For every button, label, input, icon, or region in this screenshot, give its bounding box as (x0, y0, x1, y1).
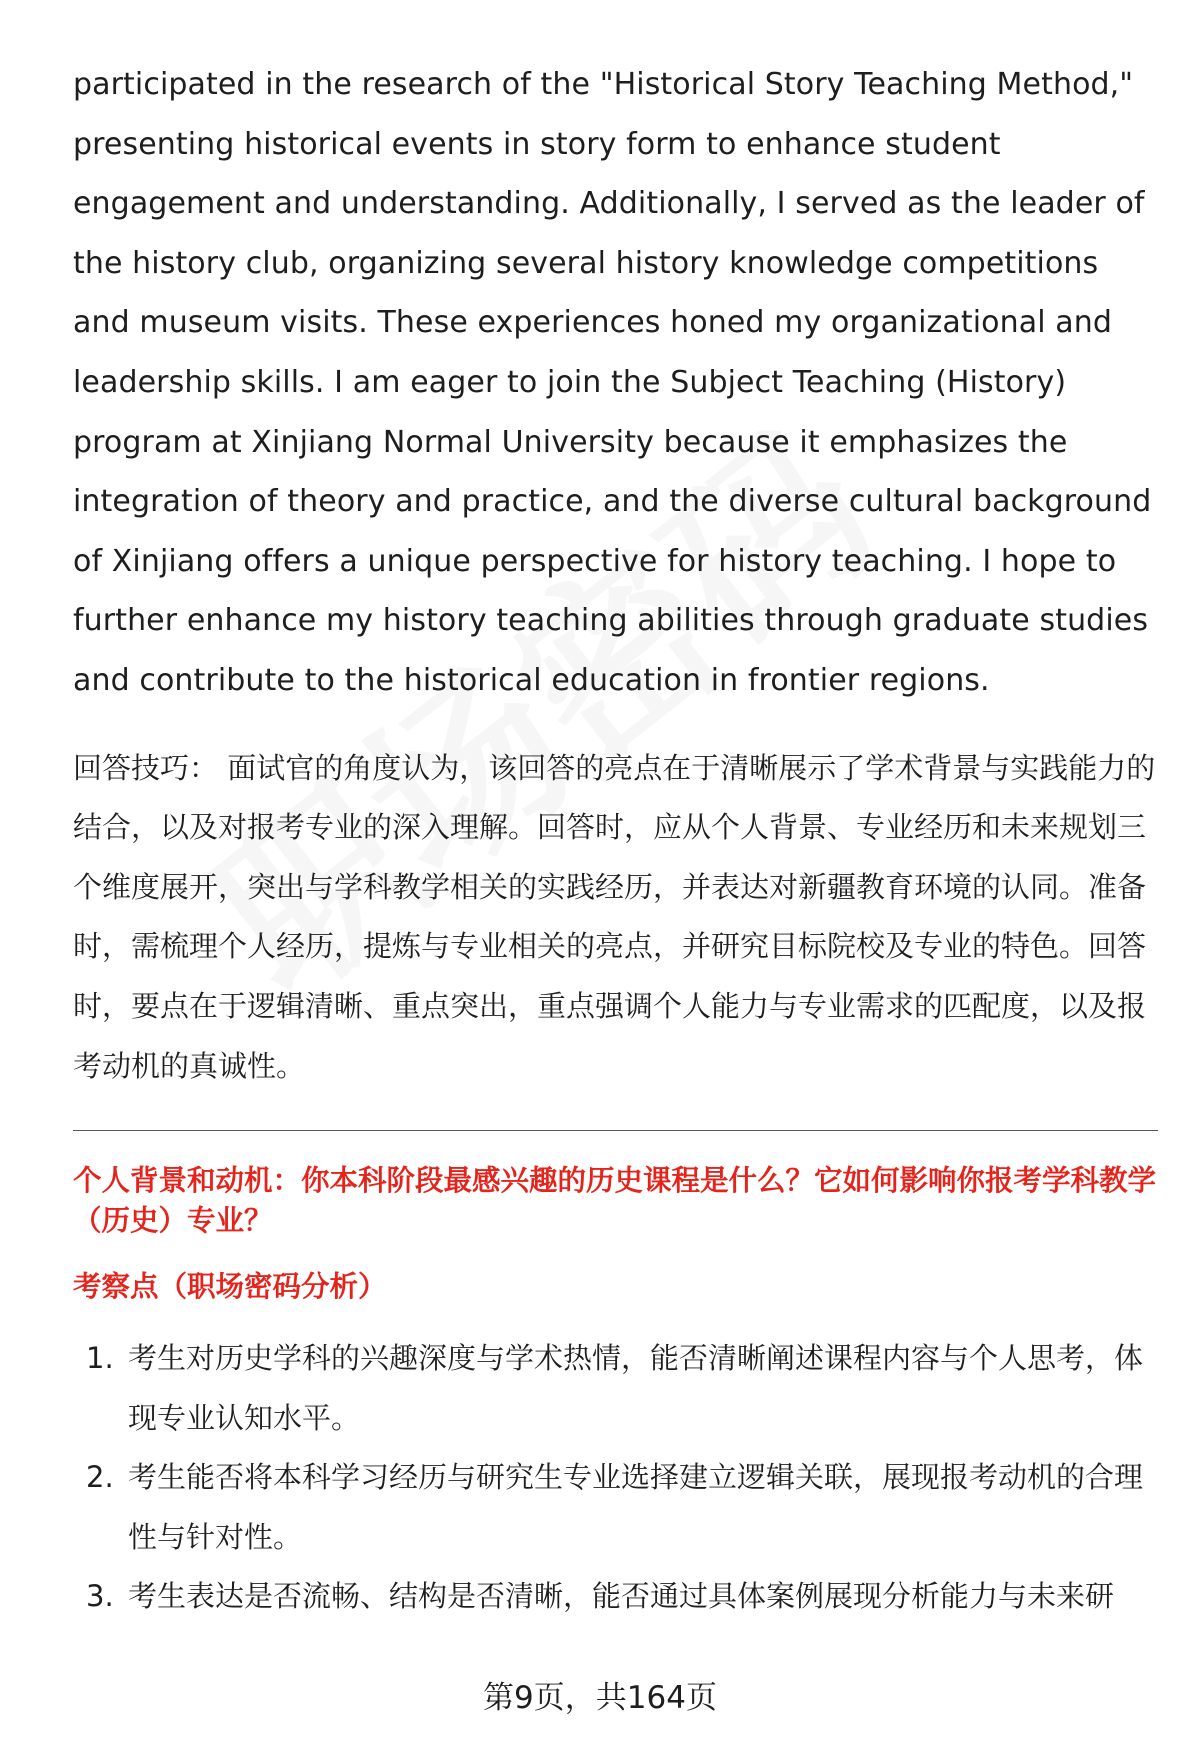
list-item (73, 1329, 1158, 1448)
section-divider (73, 1130, 1158, 1131)
tips-label: 回答技巧： (73, 750, 219, 785)
tips-paragraph (73, 739, 1158, 1097)
list-item (73, 1567, 1158, 1627)
list-item (73, 1448, 1158, 1567)
assessment-points-list (73, 1329, 1158, 1627)
page-footer: 第9页，共164页 (483, 1680, 717, 1716)
list-item-number: 3. (86, 1579, 114, 1614)
document-page (73, 55, 1158, 1627)
list-item-text: 考生能否将本科学习经历与研究生专业选择建立逻辑关联，展现报考动机的合理性与针对性。 (128, 1460, 1144, 1554)
list-item-number: 1. (86, 1341, 114, 1376)
tips-text: 面试官的角度认为，该回答的亮点在于清晰展示了学术背景与实践能力的结合，以及对报考专业的深入理解。回答时，应从个人背景、专业经历和未来规划三个维度展开，突出与学科教学相关的实践经历，并表达对新疆教育环境的认同。准备时，需梳理个人经历，提炼与专业相关的亮点，并研究目标院校及专业的特色。回答时，要点在于逻辑清晰、重点突出，重点强调个人能力与专业需求的匹配度，以及报考动机的真诚性。 (73, 750, 1156, 1083)
intro-paragraph: participated in the research of the "Historical Story Teaching Method," presenting historical events in story form to enhance student engagement and understanding. Additionally, I served as the leader of the history club, organizing several history knowledge competitions and museum visits. These experiences honed my organizational and leadership skills. I am eager to join the Subject Teaching (History) program at Xinjiang Normal University because it emphasizes the integration of theory and practice, and the diverse cultural background of Xinjiang offers a unique perspective for history teaching. I hope to further enhance my history teaching abilities through graduate studies and contribute to the historical education in frontier regions. (73, 67, 1152, 698)
list-item-number: 2. (86, 1460, 114, 1495)
question-subheading: 考察点（职场密码分析） (73, 1270, 387, 1304)
list-item-text: 考生对历史学科的兴趣深度与学术热情，能否清晰阐述课程内容与个人思考，体现专业认知水平。 (128, 1341, 1144, 1435)
list-item-text: 考生表达是否流畅、结构是否清晰，能否通过具体案例展现分析能力与未来研 (128, 1579, 1115, 1614)
question-title: 个人背景和动机：你本科阶段最感兴趣的历史课程是什么？它如何影响你报考学科教学（历史）专业？ (73, 1164, 1157, 1238)
